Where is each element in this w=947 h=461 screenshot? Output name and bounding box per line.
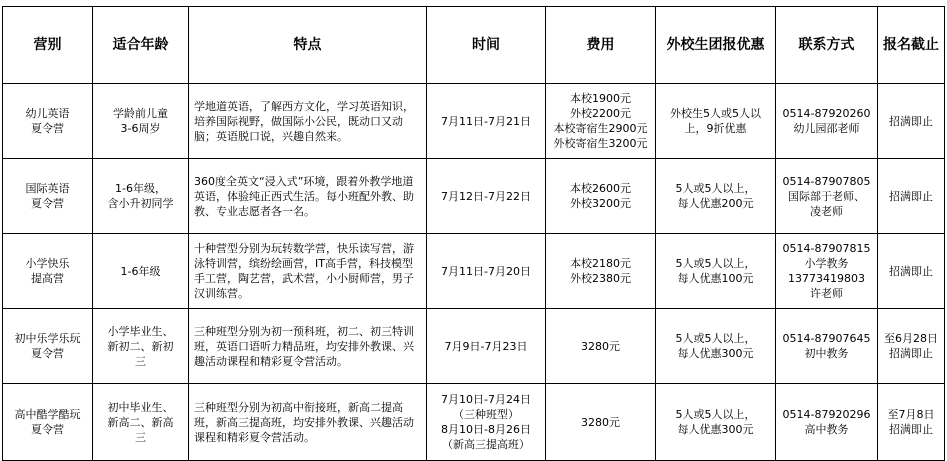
- cell-deadline: 招满即止: [878, 159, 945, 234]
- cell-fee: 3280元: [546, 384, 656, 461]
- header-contact: 联系方式: [776, 7, 878, 84]
- cell-contact: 0514-87907805 国际部于老师、 凌老师: [776, 159, 878, 234]
- cell-deadline: 至7月8日 招满即止: [878, 384, 945, 461]
- header-camp: 营别: [3, 7, 93, 84]
- cell-age: 1-6年级: [93, 234, 189, 309]
- summer-camp-table: [2, 6, 945, 461]
- header-time: 时间: [427, 7, 546, 84]
- cell-deadline: 招满即止: [878, 234, 945, 309]
- cell-feature: 学地道英语，了解西方文化，学习英语知识，培养国际视野，做国际小公民，既动口又动脑；英语脱口说，兴趣自然来。: [189, 84, 427, 159]
- cell-camp: 幼儿英语 夏令营: [3, 84, 93, 159]
- cell-age: 1-6年级， 含小升初同学: [93, 159, 189, 234]
- cell-feature: 十种营型分别为玩转数学营，快乐读写营，游泳特训营，缤纷绘画营，IT高手营，科技模型手工营，陶艺营，武术营，小小厨师营，男子汉训练营。: [189, 234, 427, 309]
- cell-camp: 小学快乐 提高营: [3, 234, 93, 309]
- cell-contact: 0514-87920296 高中教务: [776, 384, 878, 461]
- table-row: [3, 234, 945, 309]
- header-age: 适合年龄: [93, 7, 189, 84]
- cell-fee: 本校2180元 外校2380元: [546, 234, 656, 309]
- cell-contact: 0514-87907645 初中教务: [776, 309, 878, 384]
- cell-time: 7月11日-7月20日: [427, 234, 546, 309]
- cell-discount: 外校生5人或5人以 上，9折优惠: [656, 84, 776, 159]
- cell-deadline: 招满即止: [878, 84, 945, 159]
- cell-discount: 5人或5人以上， 每人优惠300元: [656, 384, 776, 461]
- cell-camp: 国际英语 夏令营: [3, 159, 93, 234]
- cell-camp: 初中乐学乐玩 夏令营: [3, 309, 93, 384]
- cell-feature: 三种班型分别为初高中衔接班，新高二提高班，新高三提高班，均安排外教课、兴趣活动课程和精彩夏令营活动。: [189, 384, 427, 461]
- cell-discount: 5人或5人以上， 每人优惠100元: [656, 234, 776, 309]
- table-row: [3, 84, 945, 159]
- cell-fee: 本校1900元 外校2200元 本校寄宿生2900元 外校寄宿生3200元: [546, 84, 656, 159]
- cell-fee: 本校2600元 外校3200元: [546, 159, 656, 234]
- cell-time: 7月11日-7月21日: [427, 84, 546, 159]
- header-fee: 费用: [546, 7, 656, 84]
- cell-age: 小学毕业生、 新初二、新初 三: [93, 309, 189, 384]
- table-row: [3, 384, 945, 461]
- table-row: [3, 309, 945, 384]
- header-deadline: 报名截止: [878, 7, 945, 84]
- cell-deadline: 至6月28日 招满即止: [878, 309, 945, 384]
- cell-discount: 5人或5人以上， 每人优惠300元: [656, 309, 776, 384]
- cell-camp: 高中酷学酷玩 夏令营: [3, 384, 93, 461]
- cell-time: 7月9日-7月23日: [427, 309, 546, 384]
- header-row: [3, 7, 945, 84]
- cell-time: 7月12日-7月22日: [427, 159, 546, 234]
- table-row: [3, 159, 945, 234]
- header-feature: 特点: [189, 7, 427, 84]
- cell-contact: 0514-87920260 幼儿园邵老师: [776, 84, 878, 159]
- cell-age: 学龄前儿童 3-6周岁: [93, 84, 189, 159]
- cell-age: 初中毕业生、 新高二、新高 三: [93, 384, 189, 461]
- cell-discount: 5人或5人以上， 每人优惠200元: [656, 159, 776, 234]
- cell-feature: 360度全英文“浸入式”环境，跟着外教学地道英语，体验纯正西式生活。每小班配外教、助教、专业志愿者各一名。: [189, 159, 427, 234]
- cell-time: 7月10日-7月24日 （三种班型） 8月10日-8月26日 （新高三提高班）: [427, 384, 546, 461]
- cell-contact: 0514-87907815 小学教务 13773419803 许老师: [776, 234, 878, 309]
- header-discount: 外校生团报优惠: [656, 7, 776, 84]
- cell-feature: 三种班型分别为初一预科班，初二、初三特训班，英语口语听力精品班，均安排外教课、兴趣活动课程和精彩夏令营活动。: [189, 309, 427, 384]
- cell-fee: 3280元: [546, 309, 656, 384]
